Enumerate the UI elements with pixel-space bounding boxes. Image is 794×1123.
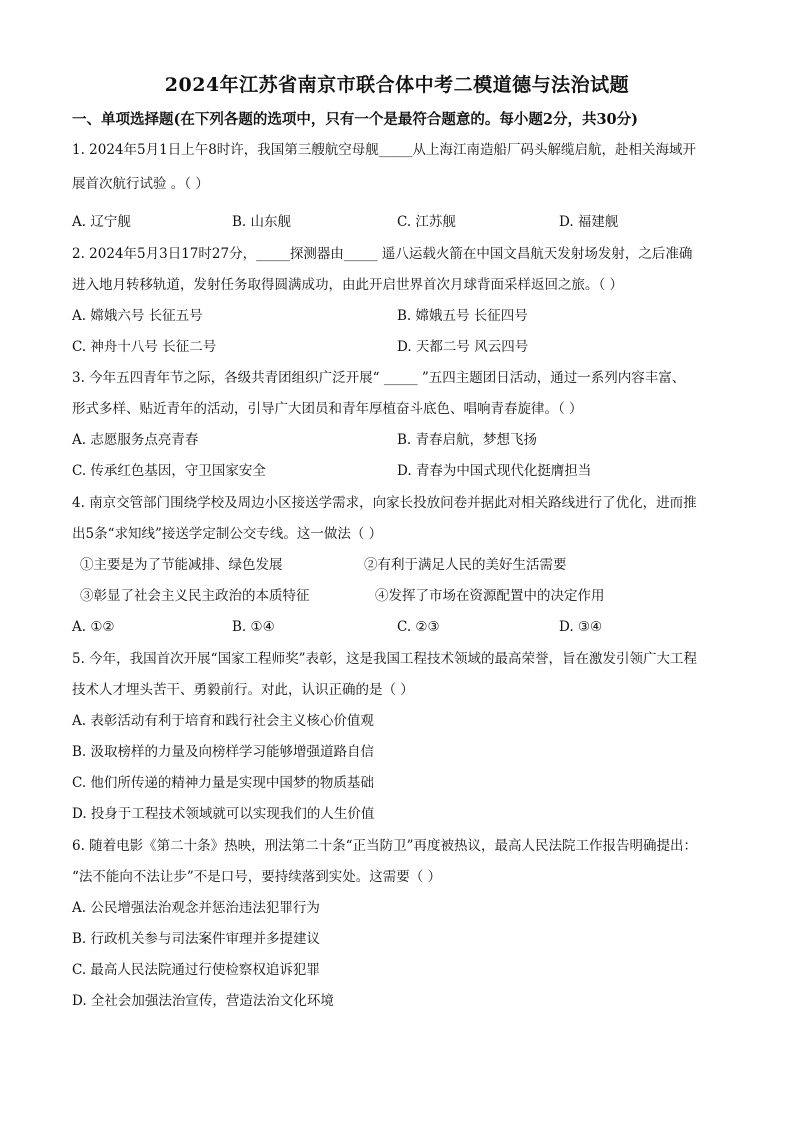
- q5-option-c: C. 他们所传递的精神力量是实现中国梦的物质基础: [72, 775, 374, 791]
- q5-line-2: 技术人才埋头苦干、勇毅前行。对此，认识正确的是（ ）: [72, 682, 414, 698]
- q1-line-1: 1. 2024年5月1日上午8时许，我国第三艘航空母舰_____从上海江南造船厂码头解缆启航，赴相关海域开: [72, 142, 697, 158]
- q1-option-c: C. 江苏舰: [397, 214, 456, 230]
- q4-option-a: A. ①②: [72, 619, 115, 635]
- q5-option-a: A. 表彰活动有利于培育和践行社会主义核心价值观: [72, 713, 374, 729]
- q3-line-2: 形式多样、贴近青年的活动，引导广大团员和青年厚植奋斗底色、唱响青春旋律。（ ）: [72, 401, 583, 417]
- q5-option-d: D. 投身于工程技术领域就可以实现我们的人生价值: [72, 806, 375, 822]
- q1-option-b: B. 山东舰: [232, 214, 292, 230]
- exam-title: 2024年江苏省南京市联合体中考二模道德与法治试题: [164, 74, 630, 96]
- q5-line-1: 5. 今年，我国首次开展“国家工程师奖”表彰，这是我国工程技术领域的最高荣誉，旨在激发引领广大工程: [72, 651, 697, 667]
- q1-option-d: D. 福建舰: [559, 214, 619, 230]
- q6-option-c: C. 最高人民法院通过行使检察权追诉犯罪: [72, 962, 320, 978]
- q3-option-c: C. 传承红色基因，守卫国家安全: [72, 463, 266, 479]
- q6-option-d: D. 全社会加强法治宣传，营造法治文化环境: [72, 993, 334, 1009]
- q4-line-2: 出5条“求知线”接送学定制公交专线。这一做法（ ）: [72, 526, 383, 542]
- q4-statement-2: ②有利于满足人民的美好生活需要: [364, 557, 567, 573]
- q6-option-a: A. 公民增强法治观念并惩治违法犯罪行为: [72, 900, 320, 916]
- q2-option-a: A. 嫦娥六号 长征五号: [72, 308, 203, 324]
- q1-option-a: A. 辽宁舰: [72, 214, 131, 230]
- q2-option-d: D. 天都二号 风云四号: [397, 339, 529, 355]
- q3-option-b: B. 青春启航，梦想飞扬: [397, 432, 538, 448]
- q4-statement-4: ④发挥了市场在资源配置中的决定作用: [375, 588, 605, 604]
- q4-option-c: C. ②③: [397, 619, 440, 635]
- q2-option-c: C. 神舟十八号 长征二号: [72, 339, 217, 355]
- q4-option-d: D. ③④: [559, 619, 603, 635]
- q4-statement-3: ③彰显了社会主义民主政治的本质特征: [80, 588, 310, 604]
- q5-option-b: B. 汲取榜样的力量及向榜样学习能够增强道路自信: [72, 744, 375, 760]
- q3-option-a: A. 志愿服务点亮青春: [72, 432, 199, 448]
- q3-option-d: D. 青春为中国式现代化挺膺担当: [397, 463, 592, 479]
- q1-line-2: 展首次航行试验 。（ ）: [72, 176, 209, 192]
- q2-line-1: 2. 2024年5月3日17时27分，_____探测器由_____ 遥八运载火箭在中国文昌航天发射场发射，之后准确: [72, 246, 693, 262]
- q6-option-b: B. 行政机关参与司法案件审理并多提建议: [72, 931, 321, 947]
- q4-statement-1: ①主要是为了节能减排、绿色发展: [80, 557, 283, 573]
- q3-line-1: 3. 今年五四青年节之际，各级共青团组织广泛开展“ _____ ”五四主题团日活动，通过一系列内容丰富、: [72, 370, 686, 386]
- q2-option-b: B. 嫦娥五号 长征四号: [397, 308, 528, 324]
- q6-line-1: 6. 随着电影《第二十条》热映，刑法第二十条“正当防卫”再度被热议，最高人民法院工作报告明确提出：: [72, 838, 697, 854]
- q6-line-2: “法不能向不法让步”不是口号，要持续落到实处。这需要（ ）: [72, 869, 442, 885]
- q4-line-1: 4. 南京交管部门围绕学校及周边小区接送学需求，向家长投放问卷并据此对相关路线进行了优化，进而推: [72, 495, 697, 511]
- q4-option-b: B. ①④: [232, 619, 275, 635]
- q2-line-2: 进入地月转移轨道，发射任务取得圆满成功，由此开启世界首次月球背面采样返回之旅。（ ）: [72, 277, 624, 293]
- section-heading: 一、单项选择题(在下列各题的选项中，只有一个是最符合题意的。每小题2分，共30分): [72, 111, 638, 128]
